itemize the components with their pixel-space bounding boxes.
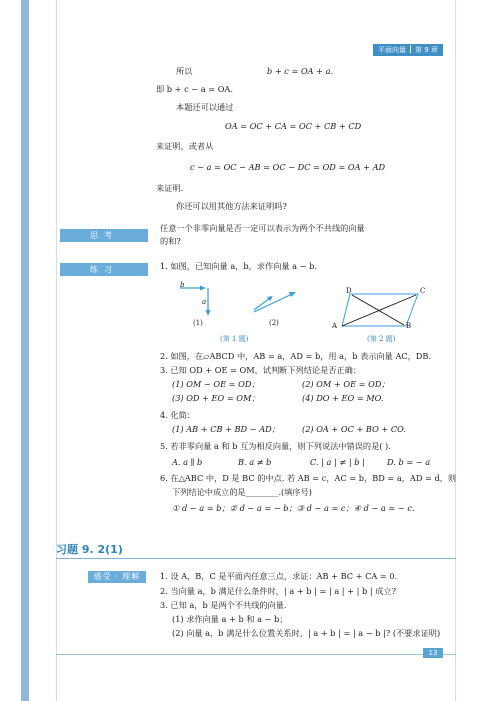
practice-q3-4: (4) DO + EO = MO.	[302, 393, 384, 403]
exercise-title: 习题 9. 2(1)	[56, 543, 123, 556]
caption-figure-2: (第 2 题)	[367, 335, 396, 343]
exercise-e2: 2. 当向量 a，b 满足什么条件时，| a + b | = | a | + | b | 成立?	[160, 586, 396, 596]
body-line-1: 所以	[176, 66, 193, 76]
practice-q5-C: C. | a | ≠ | b |	[310, 457, 365, 467]
practice-q5-B: B. a ≠ b	[238, 457, 272, 467]
practice-q4: 4. 化简：	[160, 410, 195, 420]
exercise-e1: 1. 设 A，B，C 是平面内任意三点，求证：AB + BC + CA = 0.	[160, 571, 398, 581]
fig1-sub1: (1)	[193, 319, 203, 327]
practice-q5-D: D. b = − a	[387, 457, 431, 467]
practice-q2: 2. 如图，在▱ABCD 中，AB = a，AD = b，用 a，b 表示向量 AC，DB.	[160, 351, 431, 361]
fig1-label-a: a	[202, 298, 207, 306]
fig1-sub2: (2)	[269, 319, 279, 327]
practice-q1: 1. 如图，已知向量 a，b，求作向量 a − b.	[160, 261, 317, 271]
practice-q3: 3. 已知 OD + OE = OM，试判断下列结论是否正确：	[160, 365, 362, 375]
fig1-label-b: b	[180, 281, 185, 289]
body-line-5: 来证明，或者从	[156, 141, 214, 151]
practice-q3-1: (1) OM − OE = OD；	[172, 379, 260, 389]
think-line-1: 任意一个非零向量是否一定可以表示为两个不共线的向量	[160, 223, 365, 233]
body-line-8: 你还可以用其他方法来证明吗?	[176, 201, 287, 211]
formula-3: c − a = OC − AB = OC − DC = OD = OA + AD	[190, 162, 386, 172]
footer-divider	[56, 654, 456, 655]
practice-q3-3: (3) OD + EO = OM；	[172, 393, 260, 403]
practice-q6-b: 下列结论中成立的是________.(填序号)	[172, 487, 312, 497]
practice-q3-2: (2) OM + OE = OD；	[302, 379, 390, 389]
header-chapter: 第 9 章	[415, 46, 438, 54]
practice-tag: 练习	[60, 263, 148, 276]
vector-a-arrow	[254, 294, 292, 312]
fig2-label-D: D	[346, 287, 352, 295]
practice-q6: 6. 在△ABC 中，D 是 BC 的中点. 若 AB = c，AC = b，BD = a，AD = d，则	[160, 473, 457, 483]
fig2-label-A: A	[332, 322, 338, 330]
arrow-head	[289, 292, 296, 297]
fig2-label-C: C	[420, 287, 426, 295]
header-section: 平面向量	[378, 46, 406, 54]
think-line-2: 的和?	[160, 236, 181, 246]
diagonal-db	[352, 295, 404, 325]
practice-q4-1: (1) AB + CB + BD − AD；	[172, 424, 280, 434]
practice-q5: 5. 若非零向量 a 和 b 互为相反向量，则下列说法中错误的是( ).	[160, 441, 391, 451]
margin-guide-line	[455, 0, 456, 701]
practice-q5-A: A. a ∥ b	[172, 457, 203, 467]
formula-1: b + c = OA + a.	[267, 66, 334, 76]
body-line-3: 本题还可以通过	[176, 102, 234, 112]
left-margin-bar	[21, 0, 29, 701]
body-line-2: 即 b + c − a = OA.	[156, 84, 233, 94]
exercise-divider	[56, 558, 456, 559]
page-number: 13	[423, 648, 443, 658]
body-line-7: 来证明.	[156, 183, 184, 193]
fig2-label-B: B	[406, 322, 412, 330]
exercise-e3-1: (1) 求作向量 a + b 和 a − b；	[172, 614, 288, 624]
caption-figure-1: (第 1 题)	[220, 335, 249, 343]
running-header	[373, 44, 443, 56]
formula-2: OA = OC + CA = OC + CB + CD	[225, 121, 362, 131]
exercise-e3: 3. 已知 a，b 是两个不共线的向量.	[160, 600, 287, 610]
figure-2-parallelogram	[340, 290, 430, 330]
practice-q6-c: ① d − a = b；② d − a = − b；③ d − a = c；④ d − a = − c.	[172, 503, 415, 513]
think-tag: 思考	[60, 229, 148, 242]
exercise-e3-2: (2) 向量 a，b 满足什么位置关系时，| a + b | = | a − b |? (不要求证明)	[172, 628, 441, 638]
arrow-head	[206, 310, 211, 316]
exercise-tag: 感受 · 理解	[88, 571, 146, 583]
arrow-head	[200, 286, 206, 291]
practice-q4-2: (2) OA + OC + BO + CO.	[302, 424, 406, 434]
margin-guide-line	[56, 0, 57, 701]
